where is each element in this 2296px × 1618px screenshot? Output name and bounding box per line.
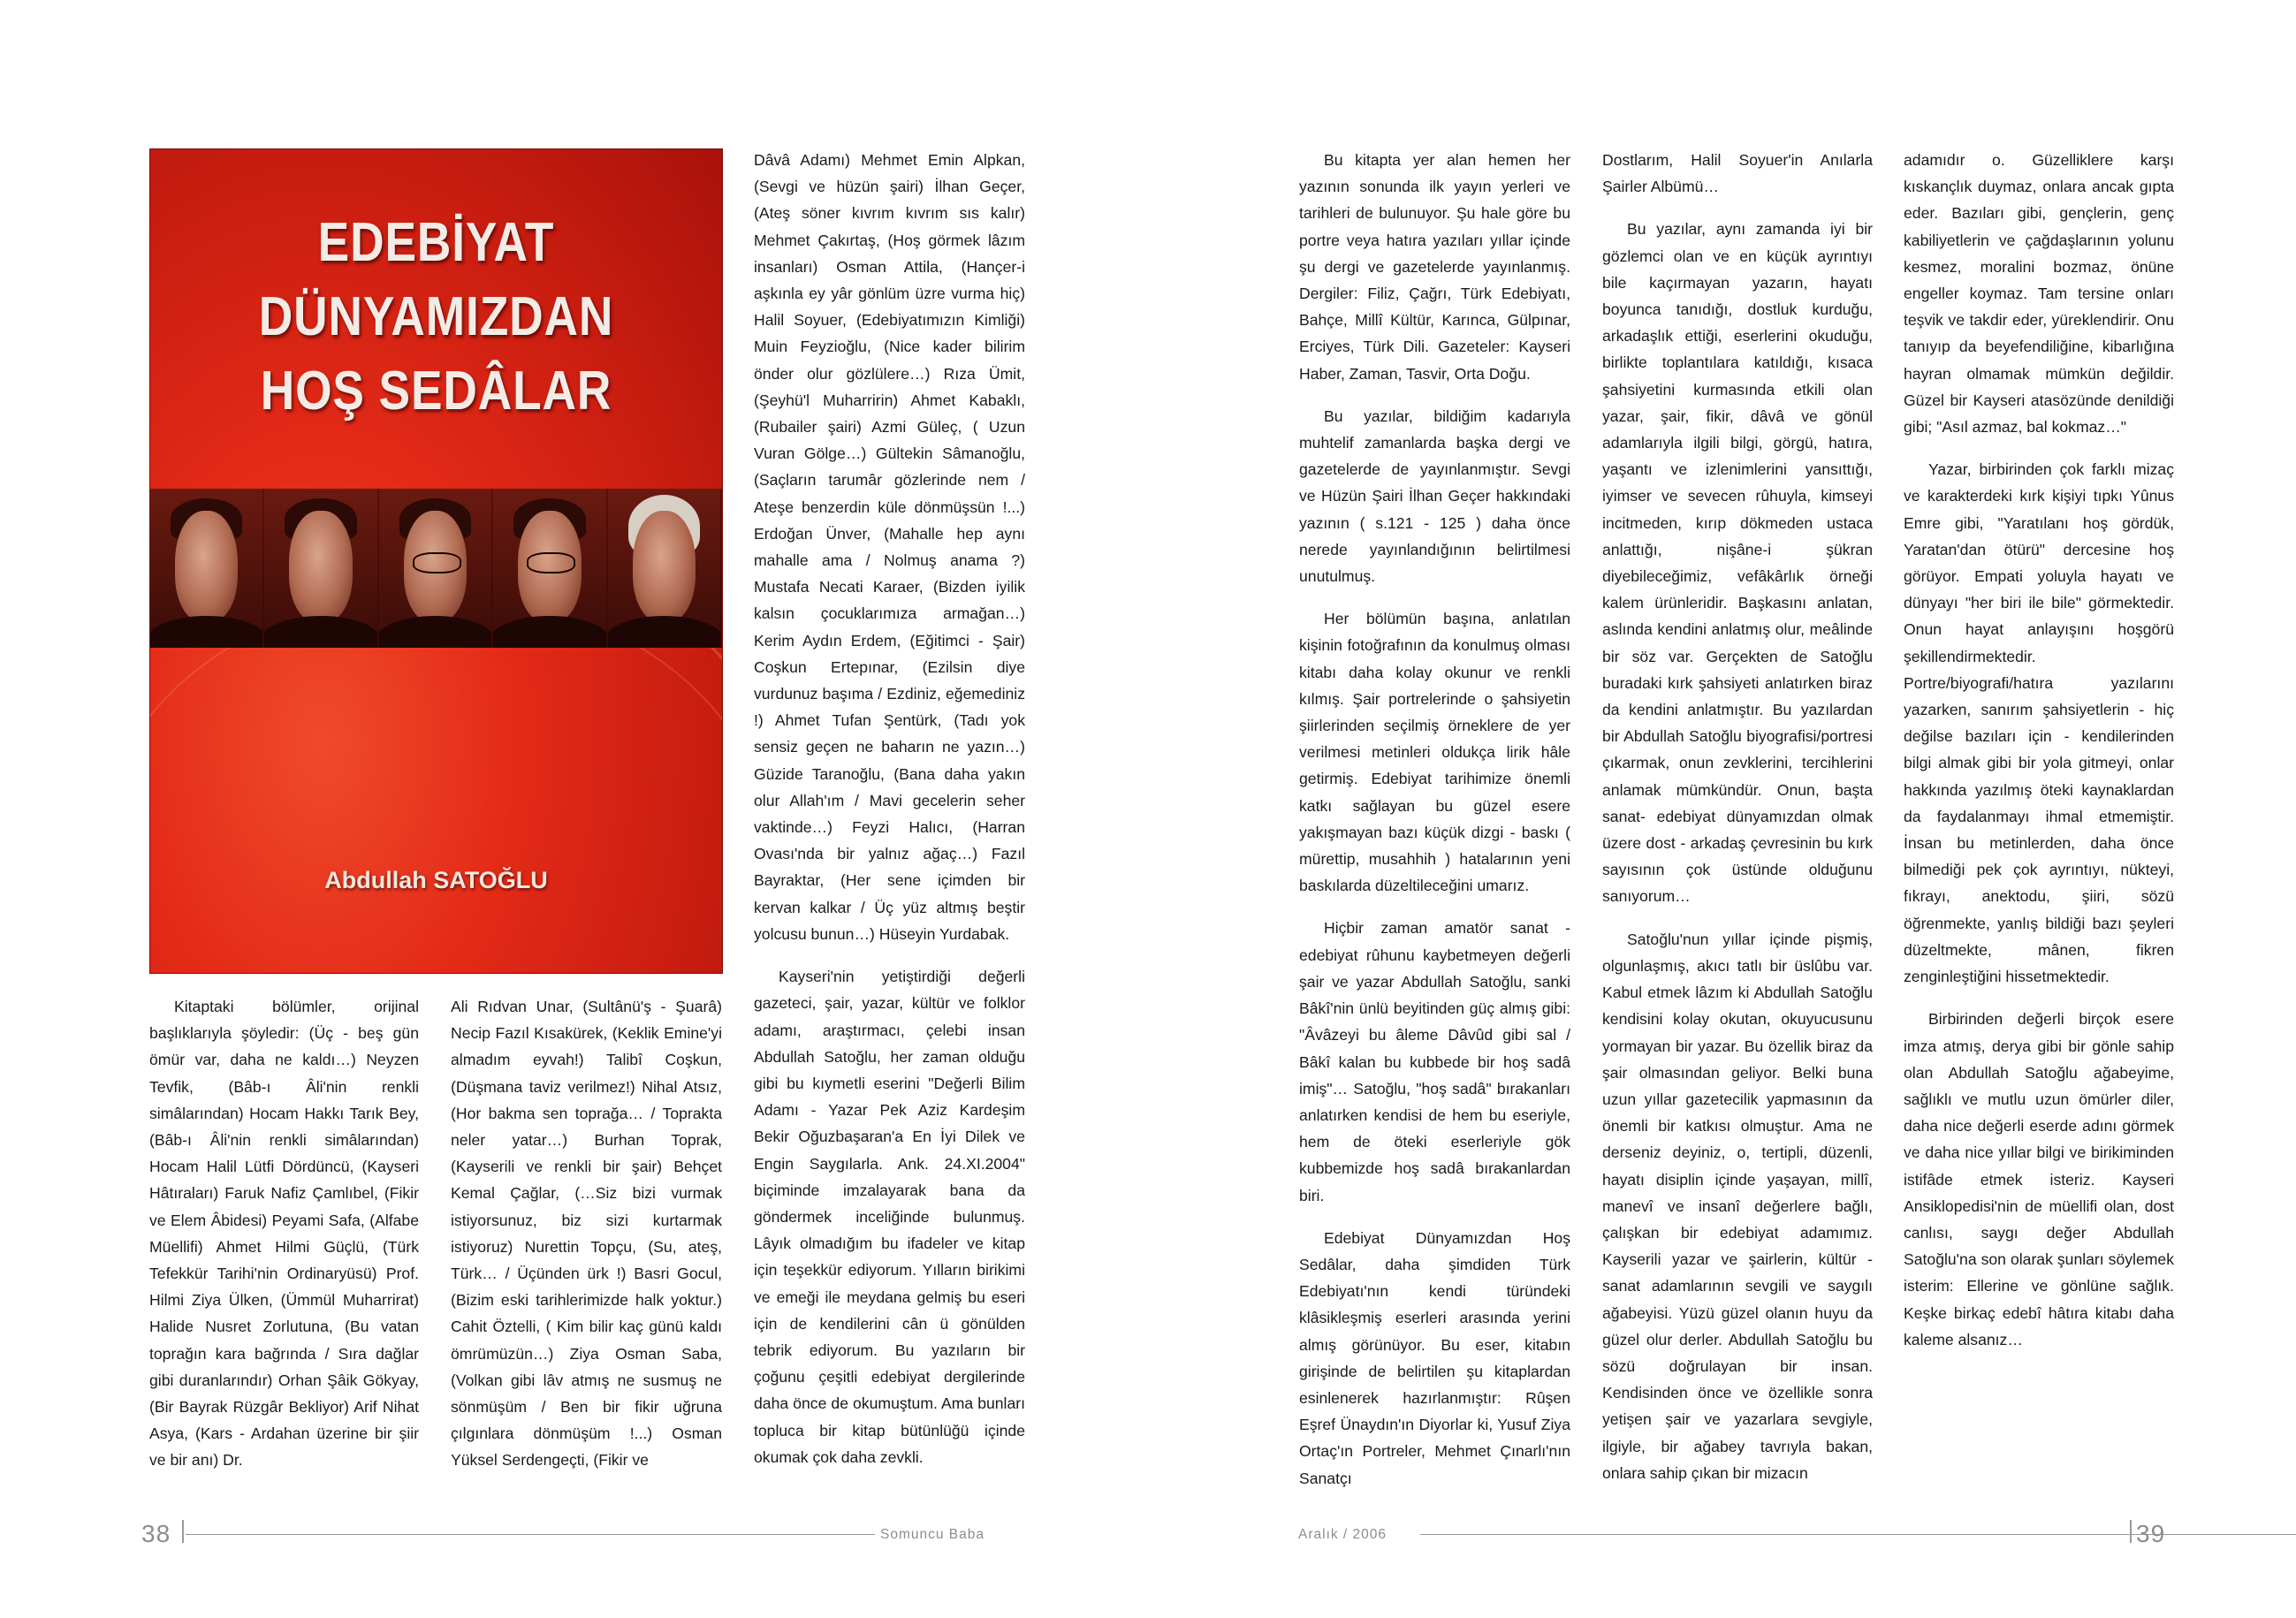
cover-author: Abdullah SATOĞLU bbox=[324, 867, 548, 893]
paragraph: Edebiyat Dünyamızdan Hoş Sedâlar, daha şimdiden Türk Edebiyatı'nın kendi türündeki klâsikleşmiş eserleri arasında yerini almış görünüyor. Bu eser, kitabın girişinde de belirtilen şu kitaplardan esinlenerek hazırlanmıştır: Rûşen Eşref Ünaydın'ın Diyorlar ki, Yusuf Ziya Ortaç'ın Portreler, Mehmet Çınarlı'nın Sanatçı bbox=[1299, 1228, 1570, 1487]
portrait-photo bbox=[264, 489, 378, 648]
footer-divider bbox=[182, 1520, 184, 1543]
paragraph: Bu kitapta yer alan hemen her yazının sonunda ilk yayın yerleri ve tarihleri de bulunuyor. Şu hale göre bu portre veya hatıra yazıları yıllar içinde şu dergi ve gazetelerde yayınlanmış. Dergiler: Filiz, Çağrı, Türk Edebiyatı, Bahçe, Millî Kültür, Karınca, Gülpınar, Erciyes, Türk Dili. Gazeteler: Kayseri Haber, Zaman, Tasvir, Orta Doğu. bbox=[1299, 151, 1570, 383]
portrait-photo bbox=[150, 489, 264, 648]
cover-title bbox=[150, 206, 722, 429]
paragraph: Bu yazılar, aynı zamanda iyi bir gözlemci olan ve en küçük ayrıntıyı bile kaçırmayan yazarın, hayatı boyunca tanıdığı, dostluk kurduğu, arkadaşlık ettiği, eserlerini okuduğu, birlikte toplantılara katıldığı, kısaca şahsiyetini kurmasında etkili olan yazar, şair, fikir, dâvâ ve gönül adamlarıyla ilgili bilgi, görgü, hatıra, yaşantı ve izlenimlerini yansıttığı, iyimser ve sevecen rûhuyla, kimseyi incitmeden, kırıp dökmeden ustaca anlattığı, nişâne-i şükran diyebileceğimiz, vefâkârlık örneği kalem ürünleridir. Başkasını anlatan, aslında kendini anlatmış olur, meâlinde bir söz var. Gerçekten de Satoğlu buradaki kırk şahsiyeti anlatırken biraz da kendini anlatmıştır. Bu yazılardan bir Abdullah Satoğlu biyografisi/portresi çıkarmak, onun zevklerini, tercihlerini anlamak mümkündür. Onun, başta sanat- edebiyat dünyamızdan olmak üzere dost - arkadaş çevresinin bu kırk sayısının çok üstünde olduğunu sanıyorum… bbox=[1602, 220, 1873, 906]
page-number: 38 bbox=[141, 1520, 171, 1547]
cover-portrait-strip bbox=[150, 489, 722, 648]
portrait-photo bbox=[493, 489, 607, 648]
left-col-3 bbox=[754, 147, 1025, 1515]
paragraph: Yazar, birbirinden çok farklı mizaç ve karakterdeki kırk kişiyi tıpkı Yûnus Emre gibi, "Yaratılanı hoş gördük, Yaratan'dan ötürü" dercesine hoş görüyor. Empati yoluyla hayatı ve dünyayı "her biri ile bile" görmektedir. Onun hayat anlayışını hoşgörü şekillendirmektedir. Portre/biyografi/hatıra yazılarını yazarken, sanırım şahsiyetlerin - hiç değilse bazıları için - kendilerinden bilgi almak gibi bir yola gitmeyi, onlar hakkında yazılmış öteki kaynaklardan da faydalanmayı ihmal etmemiştir. İnsan bu metinlerden, daha önce bilmediği pek çok ayrıntıyı, nükteyi, fıkrayı, anektodu, şiiri, sözü öğrenmekte, yanlış bildiği bazı şeyleri düzeltmekte, mânen, fikren zenginleştiğini hissetmektedir. bbox=[1904, 460, 2174, 986]
right-footer bbox=[1148, 1520, 2296, 1546]
cover-swirl bbox=[149, 591, 723, 974]
portrait-photo bbox=[608, 489, 722, 648]
right-page bbox=[1148, 0, 2296, 1618]
cover-title-line: HOŞ SEDÂLAR bbox=[260, 361, 612, 422]
paragraph: Bu yazılar, bildiğim kadarıyla muhtelif zamanlarda başka dergi ve gazetelerde de yayınlanmıştır. Sevgi ve Hüzün Şairi İlhan Geçer hakkındaki yazının ( s.121 - 125 ) daha önce nerede yayınlandığının belirtilmesi unutulmuş. bbox=[1299, 406, 1570, 586]
paragraph: Kayseri'nin yetiştirdiği değerli gazeteci, şair, yazar, kültür ve folklor adamı, araştırmacı, çelebi insan Abdullah Satoğlu, her zaman olduğu gibi bu kıymetli eserini "Değerli Bilim Adamı - Yazar Pek Aziz Kardeşim Bekir Oğuzbaşaran'a En İyi Dilek ve Engin Saygılarla. Ank. 24.XI.2004" biçiminde imzalayarak bana da göndermek inceliğinde bulunmuş. Lâyık olmadığım bu ifadeler ve kitap için teşekkür ediyorum. Yılların birikimi ve emeği ile meydana gelmiş bu eseri için de kendilerini cân ü gönülden tebrik ediyorum. Bu yazıların bir çoğunu çeşitli edebiyat dergilerinde daha önce de okumuştum. Ama bunları topluca bir kitap bütünlüğü içinde okumak çok daha zevkli. bbox=[754, 968, 1025, 1466]
right-col-2 bbox=[1602, 147, 1873, 1515]
paragraph: Her bölümün başına, anlatılan kişinin fotoğrafının da konulmuş olması kitabı daha kolay okunur ve renkli kılmış. Şair portrelerinde o şahsiyetin şiirlerinden seçilmiş örneklere de yer verilmesi metinleri oldukça lirik hâle getirmiş. Edebiyat tarihimize önemli katkı sağlayan bu güzel esere yakışmayan bazı küçük dizgi - baskı ( mürettip, musahhih ) hatalarının yeni baskılarda düzeltileceğini umarız. bbox=[1299, 610, 1570, 895]
left-footer bbox=[0, 1520, 1148, 1546]
right-col-1 bbox=[1299, 147, 1570, 1515]
footer-divider bbox=[2130, 1520, 2132, 1543]
paragraph: Kitaptaki bölümler, orijinal başlıklarıyla şöyledir: (Üç - beş gün ömür var, daha ne kaldı…) Neyzen Tevfik, (Bâb-ı Âli'nin renkli simâlarından) Hocam Hakkı Tarık Bey, (Bâb-ı Âli'nin renkli simâlarından) Hocam Halil Lütfi Dördüncü, (Kayseri Hâtıraları) Faruk Nafiz Çamlıbel, (Fikir ve Elem Âbidesi) Peyami Safa, (Alfabe Müellifi) Ahmet Hilmi Güçlü, (Türk Tefekkür Tarihi'nin Ordinaryüsü) Prof. Hilmi Ziya Ülken, (Ümmül Muharrirat) Halide Nusret Zorlutuna, (Bu vatan toprağın kara bağrında / Sıra dağlar gibi duranlarındır) Orhan Şâik Gökyay, (Bir Bayrak Rüzgâr Bekliyor) Arif Nihat Asya, (Kars - Ardahan üzerine bir şiir ve bir anı) Dr. bbox=[149, 998, 419, 1470]
book-cover-image bbox=[149, 148, 723, 974]
paragraph: Ali Rıdvan Unar, (Sultânü'ş - Şuarâ) Necip Fazıl Kısakürek, (Keklik Emine'yi almadım eyvah!) Talibî Coşkun, (Düşmana taviz verilmez!) Nihal Atsız, (Hor bakma sen toprağa… / Toprakta neler yatar…) Burhan Toprak, (Kayserili ve renkli bir şair) Behçet Kemal Çağlar, (…Siz bizi vurmak istiyorsunuz, biz sizi kurtarmak istiyoruz) Nurettin Topçu, (Su, ateş, Türk… / Üçünden ürk !) Basri Gocul, (Bizim eski tarihlerimizde halk yoktur.) Cahit Öztelli, ( Kim bilir kaç günü kaldı ömrümüzün…) Ziya Osman Saba, (Volkan gibi lâv atmış ne susmuş ne sönmüşüm / Ben bir fikir uğruna çılgınlara dönmüşüm !...) Osman Yüksel Serdengeçti, (Fikir ve bbox=[451, 998, 722, 1470]
left-col-2 bbox=[451, 993, 722, 1515]
cover-title-line: DÜNYAMIZDAN bbox=[258, 286, 614, 347]
paragraph: Hiçbir zaman amatör sanat - edebiyat rûhunu kaybetmeyen değerli şair ve yazar Abdullah Satoğlu, sanki Bâkî'nin ünlü beyitinden güç almış gibi: "Âvâzeyi bu âleme Dâvûd gibi sal / Bâkî kalan bu kubbede bir hoş sadâ imiş"… Satoğlu, "hoş sadâ" bırakanları anlatırken kendisi de hem bu eseriyle, hem de öteki eserleriyle gök kubbemizde hoş sadâ bırakanlardan biri. bbox=[1299, 919, 1570, 1204]
cover-title-line: EDEBİYAT bbox=[317, 212, 555, 273]
paragraph: Satoğlu'nun yıllar içinde pişmiş, olgunlaşmış, akıcı tatlı bir üslûbu var. Kabul etmek lâzım ki Abdullah Satoğlu kendisini kolay okutan, okuyucusunu yormayan bir yazar. Bu özellik biraz da şair olmasından geliyor. Belki buna uzun yıllar gazetecilik yapmasının da önemli bir katkısı olmuştur. Ama ne derseniz deyiniz, o, tertipli, düzenli, hayatı disiplin içinde yaşayan, millî, manevî ve insanî değerlere bağlı, çalışkan bir edebiyat adamımız. Kayserili yazar ve şairlerin, kültür - sanat adamlarının sevgili ve saygılı ağabeyisi. Yüzü güzel olanın huyu da güzel olur derler. Abdullah Satoğlu bu sözü doğrulayan bir insan. Kendisinden önce ve özellikle sonra yetişen şair ve yazarlara sevgiyle, ilgiyle, bir ağabey tavrıyla bakan, onlara sahip çıkan bir mizacın bbox=[1602, 930, 1873, 1482]
page-number: 39 bbox=[2136, 1520, 2166, 1547]
right-col-3 bbox=[1904, 147, 2174, 1515]
left-col-1 bbox=[149, 993, 419, 1515]
paragraph: Birbirinden değerli birçok esere imza atmış, derya gibi bir gönle sahip olan Abdullah Satoğlu ağabeyime, sağlıklı ve mutlu uzun ömürler diler, daha nice değerli eserde adını görmek ve daha nice yıllar bilgi ve birikiminden istifâde etmek isteriz. Kayseri Ansiklopedisi'nin de müellifi olan, dost canlısı, saygı değer Abdullah Satoğlu'na son olarak şunları söylemek isterim: Ellerine ve gönlüne sağlık. Keşke birkaç edebî hâtıra kitabı daha kaleme alsanız… bbox=[1904, 1010, 2174, 1348]
footer-rule bbox=[186, 1534, 875, 1535]
portrait-photo bbox=[379, 489, 493, 648]
magazine-name: Somuncu Baba bbox=[880, 1527, 985, 1542]
paragraph: Dostlarım, Halil Soyuer'in Anılarla Şairler Albümü… bbox=[1602, 151, 1873, 196]
paragraph: adamıdır o. Güzelliklere karşı kıskançlık duymaz, onlara ancak gıpta eder. Bazıları gibi, gençlerin, genç kabiliyetlerin ve çağdaşlarının yolunu kesmez, moralini bozmaz, önüne engeller koymaz. Tam tersine onları teşvik ve takdir eder, yüreklendirir. Onu tanıyıp da beyefendiliğine, kibarlığına hayran olmamak mümkün değildir. Güzel bir Kayseri atasözünde denildiği gibi; "Asıl azmaz, bal kokmaz…" bbox=[1904, 151, 2174, 437]
paragraph: Dâvâ Adamı) Mehmet Emin Alpkan, (Sevgi ve hüzün şairi) İlhan Geçer, (Ateş söner kıvrım kıvrım sıs kalır) Mehmet Çakırtaş, (Hoş görmek lâzım insanları) Osman Attila, (Hançer-i aşkınla ey yâr gönlüm üzre vurma hiç) Halil Soyuer, (Edebiyatımızın Kimliği) Muin Feyzioğlu, (Nice kader bilirim önder olur gözlülere…) Rıza Ümit, (Şeyhü'l Muharririn) Ahmet Kabaklı, (Rubailer şairi) Azmi Güleç, ( Uzun Vuran Gölge…) Gültekin Sâmanoğlu, (Saçların tarumâr gözlerinde nem / Ateşe benzerdin küle dönmüşsün !...) Erdoğan Ünver, (Mahalle hep aynı mahalle ama / Nolmuş anama ?) Mustafa Necati Karaer, (Bizden iyilik kalsın çocuklarımıza armağan…) Kerim Aydın Erdem, (Eğitimci - Şair) Coşkun Ertepınar, (Ezilsin diye vurdunuz başıma / Ezdiniz, eğemediniz !) Ahmet Tufan Şentürk, (Tadı yok sensiz geçen ne baharın ne yazın…) Güzide Taranoğlu, (Bana daha yakın olur Allah'ım / Mavi gecelerin seher vaktinde…) Feyzi Halıcı, (Harran Ovası'nda bir yalnız ağaç…) Fazıl Bayraktar, (Her sene içimden bir kervan kalkar / Üç yüz altmış beştir yolcusu bunun…) Hüseyin Yurdabak. bbox=[754, 151, 1025, 943]
issue-date: Aralık / 2006 bbox=[1298, 1527, 1387, 1542]
